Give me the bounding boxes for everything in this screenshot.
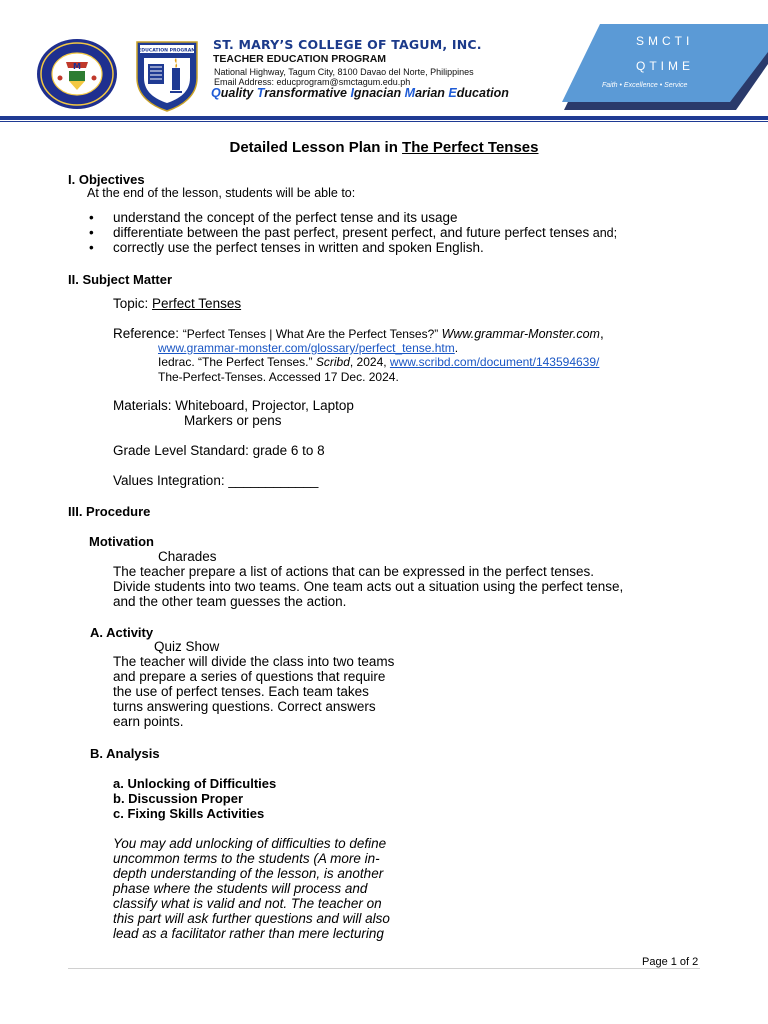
banner-code-qtime: QTIME xyxy=(636,59,694,73)
activity-heading: A. Activity xyxy=(90,625,154,640)
analysis-item: b. Discussion Proper xyxy=(113,791,244,806)
analysis-note: uncommon terms to the students (A more in- xyxy=(113,851,380,866)
grade-level-line: Grade Level Standard: grade 6 to 8 xyxy=(113,443,325,458)
page-title: Detailed Lesson Plan in The Perfect Tenses xyxy=(229,139,539,156)
college-seal-logo xyxy=(36,38,118,110)
motivation-heading: Motivation xyxy=(89,534,154,549)
objectives-heading: I. Objectives xyxy=(68,172,145,187)
motivation-title: Charades xyxy=(158,549,217,564)
svg-text:M: M xyxy=(73,62,81,71)
motivation-text: The teacher prepare a list of actions that can be expressed in the perfect tenses. xyxy=(113,564,595,579)
analysis-note: classify what is valid and not. The teacher on xyxy=(113,896,382,911)
school-email: Email Address: educprogram@smctagum.edu.ph xyxy=(214,77,411,87)
analysis-item: c. Fixing Skills Activities xyxy=(113,806,265,821)
header-divider xyxy=(0,116,768,120)
reference-link-scribd[interactable]: www.scribd.com/document/143594639/ xyxy=(389,355,600,369)
education-program-logo xyxy=(134,38,200,112)
objective-item: • differentiate between the past perfect, present perfect, and future perfect tenses and; xyxy=(113,225,617,240)
school-name: ST. MARY’S COLLEGE OF TAGUM, INC. xyxy=(213,37,482,52)
objective-item: • correctly use the perfect tenses in written and spoken English. xyxy=(113,240,484,255)
analysis-note: phase where the students will process and xyxy=(113,881,368,896)
reference-url-1: www.grammar-monster.com/glossary/perfect_tense.htm. xyxy=(158,341,459,355)
program-name: TEACHER EDUCATION PROGRAM xyxy=(213,53,387,65)
reference-2: Iedrac. “The Perfect Tenses.” Scribd, 2024, www.scribd.com/document/143594639/ xyxy=(158,355,600,369)
topic-line: Topic: Perfect Tenses xyxy=(113,296,242,311)
procedure-heading: III. Procedure xyxy=(68,504,151,519)
page-number: Page 1 of 2 xyxy=(642,956,699,968)
school-address: National Highway, Tagum City, 8100 Davao del Norte, Philippines xyxy=(214,67,474,77)
activity-text: The teacher will divide the class into two teams xyxy=(113,654,395,669)
activity-text: and prepare a series of questions that require xyxy=(113,669,386,684)
analysis-note: depth understanding of the lesson, is another xyxy=(113,866,384,881)
banner-code-smcti: SMCTI xyxy=(636,34,694,48)
materials-line-2: Markers or pens xyxy=(184,413,282,428)
subject-matter-heading: II. Subject Matter xyxy=(68,272,173,287)
activity-text: turns answering questions. Correct answers xyxy=(113,699,376,714)
reference-link-grammar-monster[interactable]: www.grammar-monster.com/glossary/perfect_tense.htm xyxy=(158,341,455,355)
header-divider-thin xyxy=(0,121,768,122)
reference-2-cont: The-Perfect-Tenses. Accessed 17 Dec. 2024. xyxy=(158,370,399,384)
activity-text: earn points. xyxy=(113,714,184,729)
reference-line: Reference: “Perfect Tenses | What Are the Perfect Tenses?” Www.grammar-Monster.com, xyxy=(113,326,604,341)
footer-divider xyxy=(68,968,700,969)
banner-motto: Faith • Excellence • Service xyxy=(602,82,688,89)
activity-title: Quiz Show xyxy=(154,639,220,654)
objective-item: • understand the concept of the perfect tense and its usage xyxy=(113,210,458,225)
objectives-intro: At the end of the lesson, students will be able to: xyxy=(87,186,356,200)
analysis-note: this part will ask further questions and will also xyxy=(113,911,390,926)
activity-text: the use of perfect tenses. Each team takes xyxy=(113,684,369,699)
analysis-heading: B. Analysis xyxy=(90,746,160,761)
analysis-item: a. Unlocking of Difficulties xyxy=(113,776,277,791)
values-integration-line: Values Integration: ____________ xyxy=(113,473,319,488)
motivation-text: and the other team guesses the action. xyxy=(113,594,347,609)
analysis-note: lead as a facilitator rather than mere lecturing xyxy=(113,926,384,941)
analysis-note: You may add unlocking of difficulties to define xyxy=(113,836,387,851)
tagline: Quality Transformative Ignacian Marian Education xyxy=(211,86,509,100)
svg-text:EDUCATION PROGRAM: EDUCATION PROGRAM xyxy=(138,48,196,54)
motivation-text: Divide students into two teams. One team acts out a situation using the perfect tense, xyxy=(113,579,624,594)
materials-line: Materials: Whiteboard, Projector, Laptop xyxy=(113,398,354,413)
